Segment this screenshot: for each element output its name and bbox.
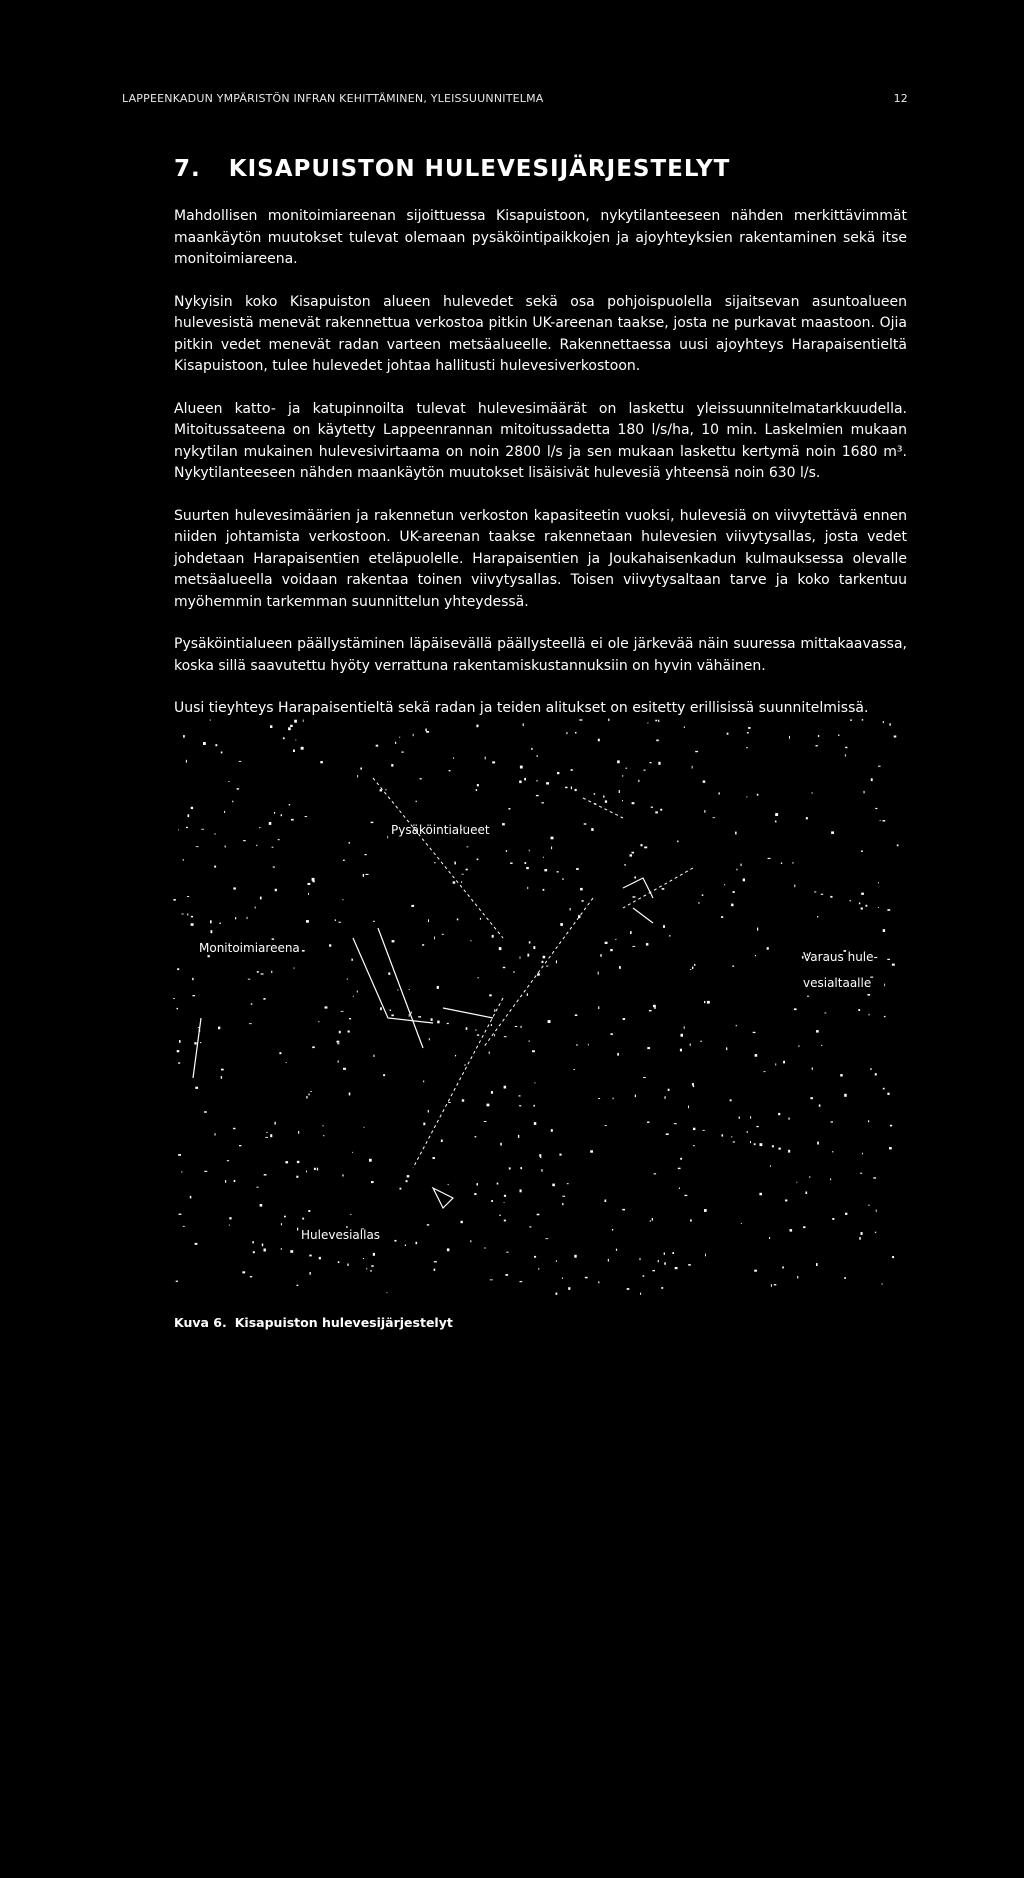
paragraph: Alueen katto- ja katupinnoilta tulevat hulevesimäärät on laskettu yleissuunnitelmatarkkuudella. Mitoitussateena on käytetty Lappeenrannan mitoitussadetta 180 l/s/ha, 10 min. Laskelmien mukaan nykytilan mukainen hulevesivirtaama on noin 2800 l/s ja sen mukaan laskettu kertymä noin 1680 m³. Nykytilanteeseen nähden maankäytön muutokset lisäisivät hulevesiä yhteensä noin 630 l/s.: [174, 400, 907, 481]
map-label-reserve-line2: vesialtaalle: [803, 976, 872, 990]
caption-text: Kisapuiston hulevesijärjestelyt: [234, 1315, 453, 1330]
site-map-image: [173, 718, 906, 1298]
map-label-basin: Hulevesiallas: [301, 1228, 381, 1242]
figure-caption: [174, 1315, 453, 1330]
paragraph: Uusi tieyhteys Harapaisentieltä sekä radan ja teiden alitukset on esitetty erillisissä suunnitelmissä.: [174, 700, 869, 716]
map-label-arena: Monitoimiareena: [199, 941, 300, 955]
paragraph: Mahdollisen monitoimiareenan sijoittuessa Kisapuistoon, nykytilanteeseen nähden merkittävimmät maankäytön muutokset tulevat olemaan pysäköintipaikkojen ja ajoyhteyksien rakentaminen sekä itse monitoimiareena.: [174, 208, 907, 267]
paragraph: Nykyisin koko Kisapuiston alueen hulevedet sekä osa pohjoispuolella sijaitsevan asuntoalueen hulevesistä menevät rakennettua verkostoa pitkin UK-areenan taakse, josta ne purkavat maastoon. Ojia pitkin vedet menevät radan varteen metsäalueelle. Rakennettaessa uusi ajoyhteys Harapaisentieltä Kisapuistoon, tulee hulevedet johtaa hallitusti hulevesiverkostoon.: [174, 293, 907, 374]
paragraph: Pysäköintialueen päällystäminen läpäisevällä päällysteellä ei ole järkevää näin suuressa mittakaavassa, koska sillä saavutettu hyöty verrattuna rakentamiskustannuksiin on hyvin vähäinen.: [174, 636, 907, 674]
page-header: [122, 92, 908, 105]
chapter-title-text: KISAPUISTON HULEVESIJÄRJESTELYT: [228, 156, 731, 182]
caption-label: Kuva 6.: [174, 1315, 227, 1330]
running-title: LAPPEENKADUN YMPÄRISTÖN INFRAN KEHITTÄMINEN, YLEISSUUNNITELMA: [122, 92, 544, 105]
chapter-title: [174, 156, 730, 182]
map-label-reserve-line1: Varaus hule-: [803, 950, 878, 964]
site-map-figure: [173, 718, 906, 1878]
paragraph: Suurten hulevesimäärien ja rakennetun verkoston kapasiteetin vuoksi, hulevesiä on viivytettävä ennen niiden johtamista verkostoon. UK-areenan taakse rakennetaan hulevesien viivytysallas, josta vedet johdetaan Harapaisentien eteläpuolelle. Harapaisentien ja Joukahaisenkadun kulmauksessa olevalle metsäalueella voidaan rakentaa toinen viivytysallas. Toisen viivytysaltaan tarve ja koko tarkentuu myöhemmin tarkemman suunnittelun yhteydessä.: [174, 507, 907, 610]
map-label-parking: Pysäköintialueet: [391, 823, 490, 837]
page-number: 12: [893, 92, 908, 105]
chapter-number: 7.: [174, 156, 201, 182]
body-text: [174, 206, 907, 741]
